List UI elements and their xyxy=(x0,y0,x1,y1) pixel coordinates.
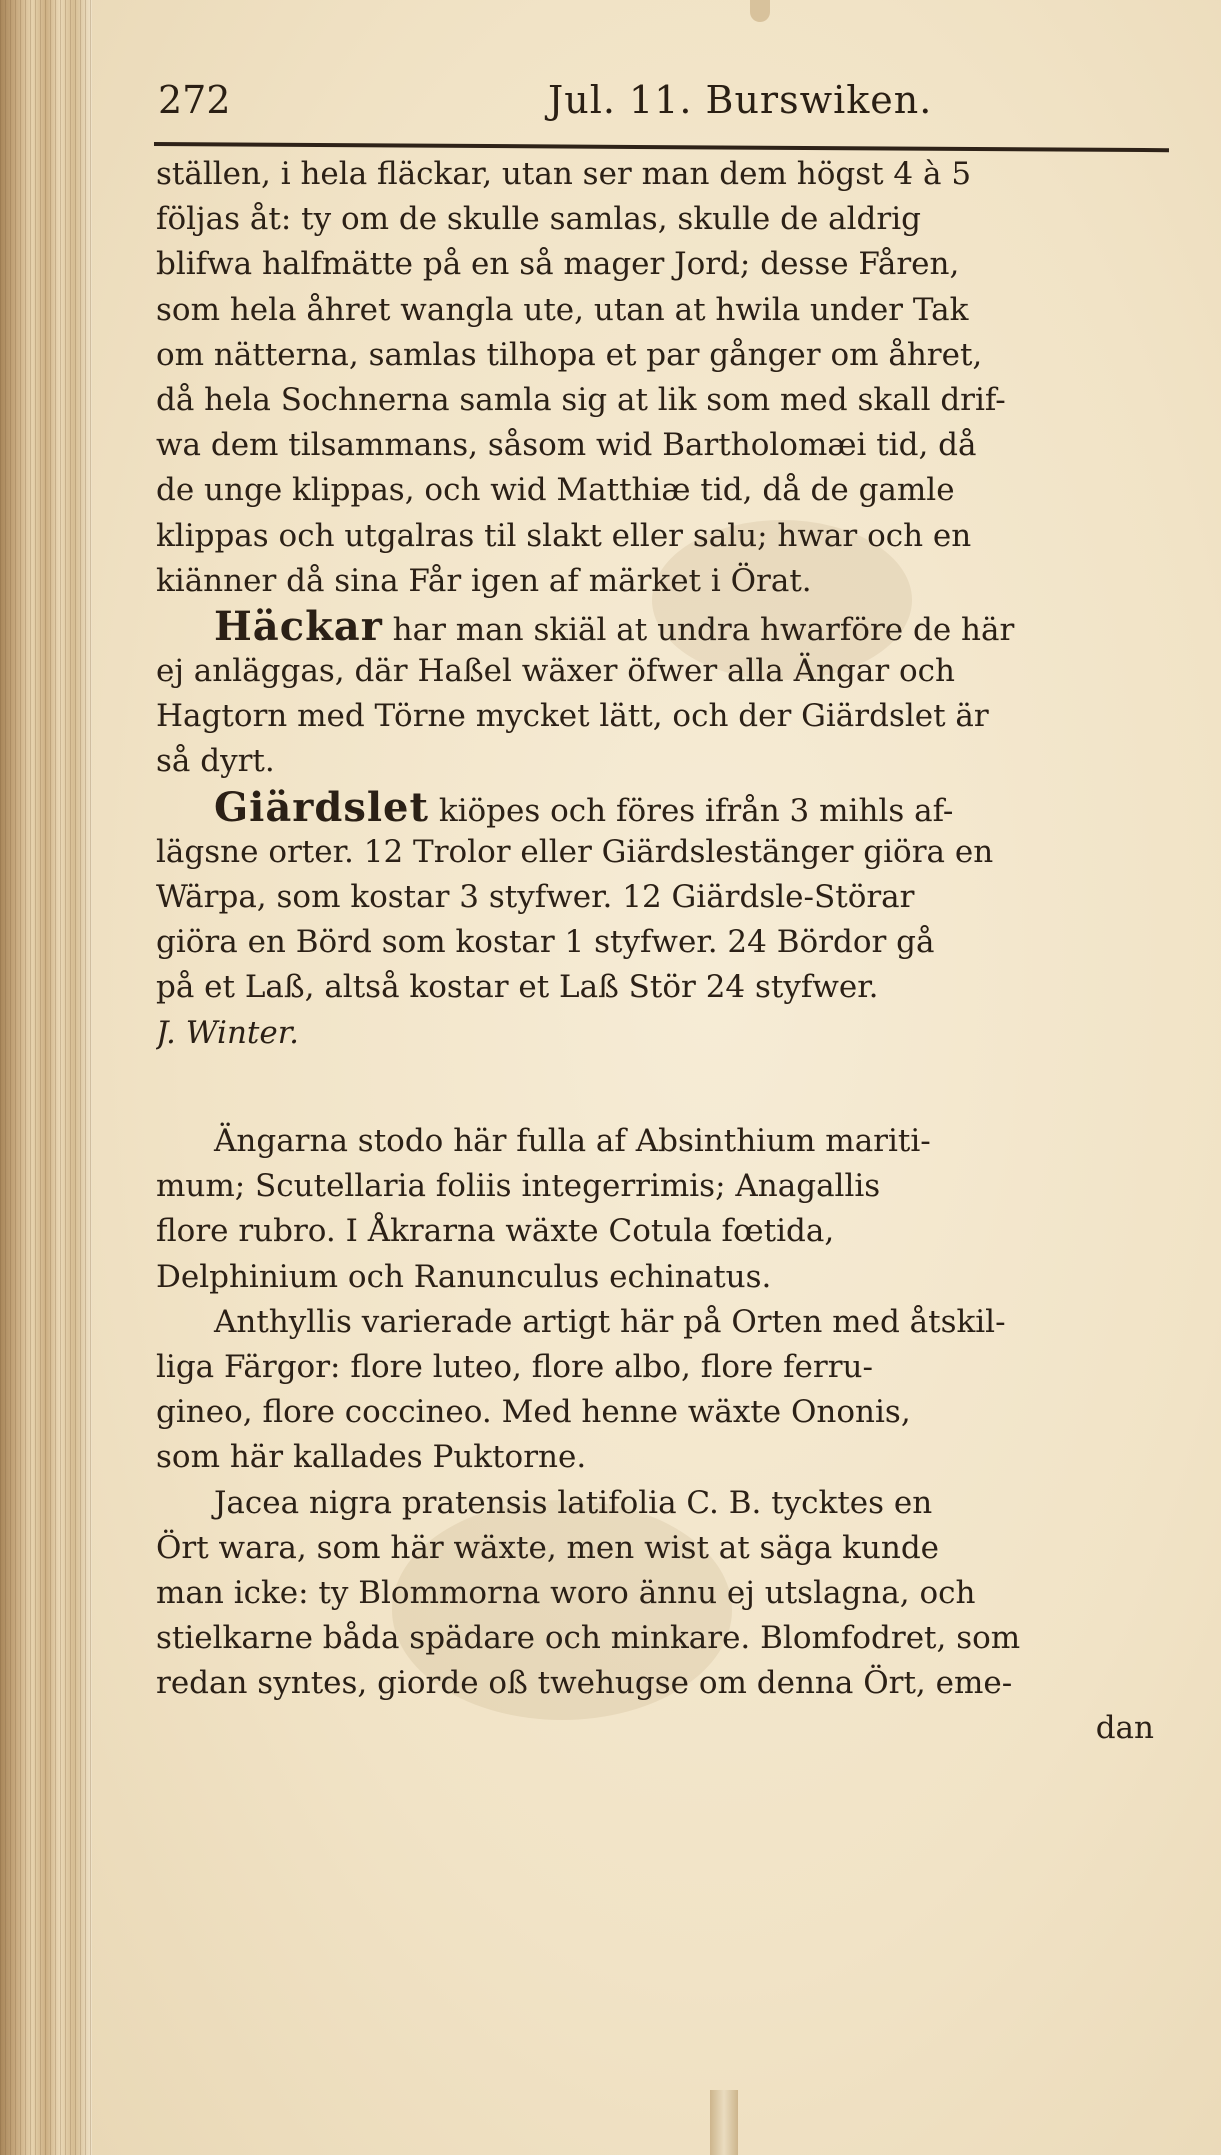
text-line: wa dem tilsammans, såsom wid Bartholomæi tid, då xyxy=(156,427,977,464)
text-line: Anthyllis varierade artigt här på Orten med åtskil- xyxy=(214,1303,1006,1340)
text-line: Ängarna stodo här fulla af Absinthium mariti- xyxy=(214,1123,931,1159)
text-line: så dyrt. xyxy=(156,743,275,780)
page-edges xyxy=(0,0,92,2155)
giardslet-paragraph-first-line xyxy=(156,785,1166,830)
text-line: om nätterna, samlas tilhopa et par gånger om åhret, xyxy=(156,336,983,373)
page-number: 272 xyxy=(158,78,231,122)
text-line: Ört wara, som här wäxte, men wist at säga kunde xyxy=(156,1529,940,1566)
text-line: kiänner då sina Får igen af märket i Örat. xyxy=(156,562,812,599)
hackar-heading: Häckar xyxy=(214,603,383,650)
text-line: klippas och utgalras til slakt eller salu; hwar och en xyxy=(156,517,972,554)
signature: J. Winter. xyxy=(156,1014,299,1051)
text-fragment: kiöpes och föres ifrån 3 mihls af- xyxy=(428,792,954,829)
text-line: Jacea nigra pratensis latifolia C. B. tycktes en xyxy=(214,1484,933,1521)
catchword: dan xyxy=(1095,1710,1154,1747)
giardslet-heading: Giärdslet xyxy=(214,784,429,830)
text-line: stielkarne båda spädare och minkare. Blomfodret, som xyxy=(156,1620,1021,1657)
text-line: då hela Sochnerna samla sig at lik som med skall drif- xyxy=(156,381,1006,418)
text-line: ställen, i hela fläckar, utan ser man dem högst 4 à 5 xyxy=(156,156,972,192)
text-line: flore rubro. I Åkrarna wäxte Cotula fœtida, xyxy=(156,1213,835,1250)
text-line: följas åt: ty om de skulle samlas, skulle de aldrig xyxy=(156,201,921,238)
binding-mark xyxy=(750,0,770,22)
text-fragment: har man skiäl at undra hwarföre de här xyxy=(382,611,1015,648)
book-page xyxy=(92,0,1221,2155)
text-line: liga Färgor: flore luteo, flore albo, flore ferru- xyxy=(156,1348,873,1385)
text-line: Hagtorn med Törne mycket lätt, och der Giärdslet är xyxy=(156,698,989,735)
text-line: giöra en Börd som kostar 1 styfwer. 24 Bördor gå xyxy=(156,924,935,961)
botanical-text xyxy=(156,1118,1166,1751)
text-line: Wärpa, som kostar 3 styfwer. 12 Giärdsle-Störar xyxy=(156,879,915,915)
text-line: redan syntes, giorde oß twehugse om denna Ört, eme- xyxy=(156,1665,1013,1702)
text-line: som här kallades Puktorne. xyxy=(156,1439,587,1476)
header-rule xyxy=(154,142,1169,152)
text-line: gineo, flore coccineo. Med henne wäxte Ononis, xyxy=(156,1394,911,1431)
text-line: mum; Scutellaria foliis integerrimis; Anagallis xyxy=(156,1168,881,1205)
text-line: ej anläggas, där Haßel wäxer öfwer alla Ängar och xyxy=(156,653,955,690)
text-line: man icke: ty Blommorna woro ännu ej utslagna, och xyxy=(156,1574,976,1611)
running-title: Jul. 11. Burswiken. xyxy=(548,78,933,122)
text-line: på et Laß, altså kostar et Laß Stör 24 styfwer. xyxy=(156,969,879,1006)
body-text xyxy=(156,152,1166,1056)
text-line: som hela åhret wangla ute, utan at hwila under Tak xyxy=(156,291,969,328)
text-line: lägsne orter. 12 Trolor eller Giärdslestänger giöra en xyxy=(156,833,994,870)
text-line: de unge klippas, och wid Matthiæ tid, då de gamle xyxy=(156,472,955,509)
page-header xyxy=(158,78,1158,138)
text-line: blifwa halfmätte på en så mager Jord; desse Fåren, xyxy=(156,246,960,283)
binding-thread xyxy=(710,2090,738,2155)
hackar-paragraph-first-line xyxy=(156,604,1166,649)
text-line: Delphinium och Ranunculus echinatus. xyxy=(156,1258,772,1295)
